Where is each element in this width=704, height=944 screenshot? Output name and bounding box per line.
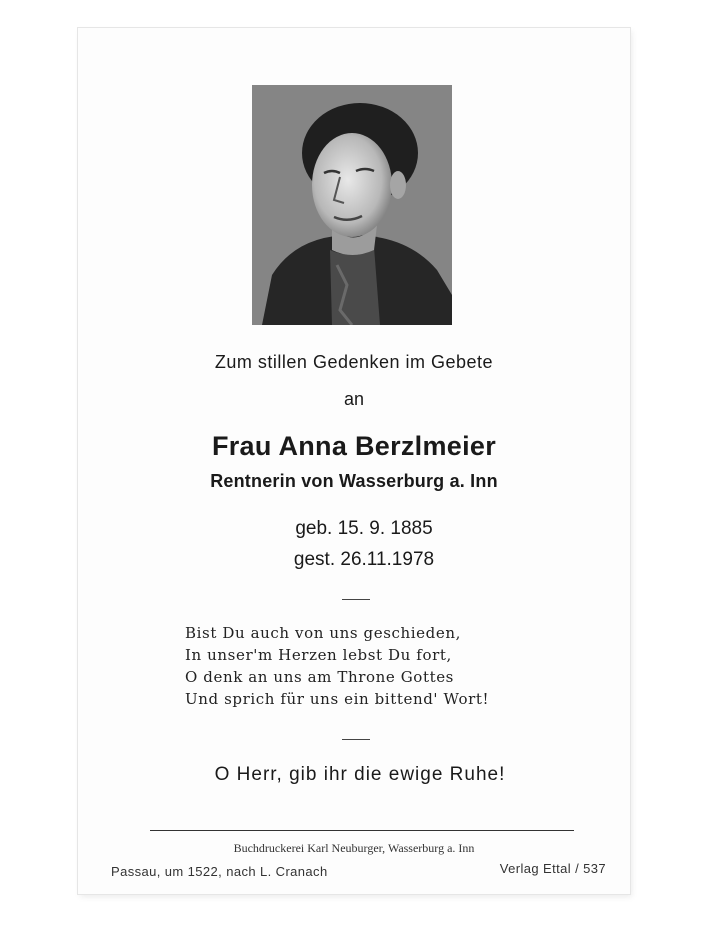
verse-line: Bist Du auch von uns geschieden, bbox=[185, 624, 461, 642]
verse-line: Und sprich für uns ein bittend' Wort! bbox=[185, 690, 490, 708]
footer-rule bbox=[150, 830, 574, 831]
deceased-name: Frau Anna Berzlmeier bbox=[211, 431, 497, 461]
an-text: an bbox=[343, 389, 365, 409]
memorial-card bbox=[78, 28, 630, 894]
portrait-image bbox=[252, 85, 452, 325]
divider-dash bbox=[342, 739, 370, 740]
publisher-credit: Verlag Ettal / 537 bbox=[499, 861, 606, 876]
divider-dash bbox=[342, 599, 370, 600]
verse-line: In unser'm Herzen lebst Du fort, bbox=[185, 646, 452, 664]
occupation-text: Rentnerin von Wasserburg a. Inn bbox=[210, 471, 498, 491]
image-credit: Passau, um 1522, nach L. Cranach bbox=[111, 864, 328, 879]
birth-date: geb. 15. 9. 1885 bbox=[295, 518, 433, 539]
intro-text: Zum stillen Gedenken im Gebete bbox=[214, 352, 494, 372]
printer-credit: Buchdruckerei Karl Neuburger, Wasserburg a. Inn bbox=[233, 841, 475, 855]
verse-block bbox=[185, 622, 489, 710]
prayer-text: O Herr, gib ihr die ewige Ruhe! bbox=[214, 764, 506, 785]
portrait-photo bbox=[252, 85, 452, 325]
verse-line: O denk an uns am Throne Gottes bbox=[185, 668, 454, 686]
death-date: gest. 26.11.1978 bbox=[293, 549, 435, 570]
